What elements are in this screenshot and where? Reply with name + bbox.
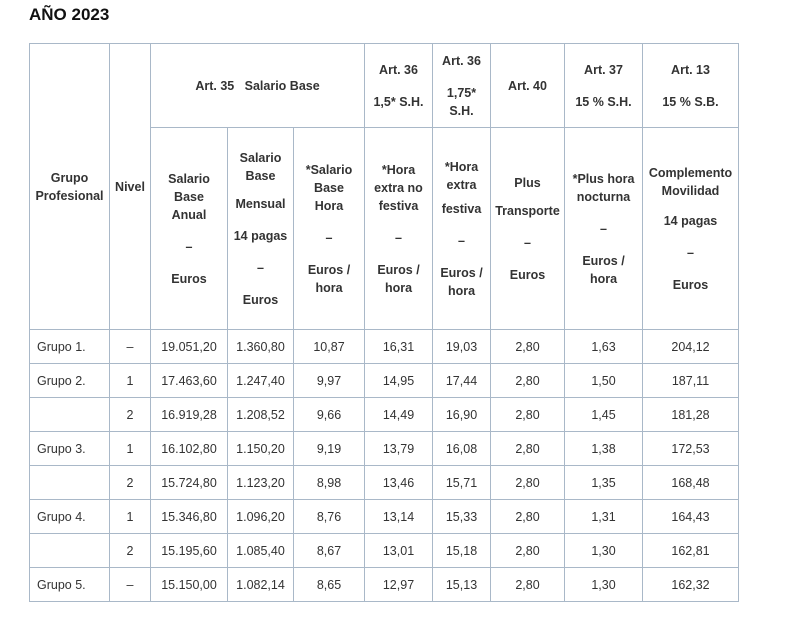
value-cell: 9,97 (294, 364, 365, 398)
value-cell: 15,13 (433, 568, 491, 602)
value-cell: 16,31 (365, 330, 433, 364)
nivel-cell: 2 (110, 398, 151, 432)
value-cell: 19,03 (433, 330, 491, 364)
value-cell: 181,28 (643, 398, 739, 432)
header-nivel: Nivel (110, 44, 151, 330)
table-row (30, 330, 739, 364)
value-cell: 16.102,80 (151, 432, 228, 466)
value-cell: 15,18 (433, 534, 491, 568)
value-cell: 9,66 (294, 398, 365, 432)
value-cell: 1.085,40 (228, 534, 294, 568)
grupo-cell: Grupo 2. (30, 364, 110, 398)
value-cell: 2,80 (491, 432, 565, 466)
header-art36-1-5: Art. 36 1,5* S.H. (365, 44, 433, 128)
value-cell: 204,12 (643, 330, 739, 364)
value-cell: 172,53 (643, 432, 739, 466)
salary-table (29, 43, 739, 602)
header-salario-base-anual: Salario Base Anual – Euros (151, 128, 228, 330)
header-plus-transporte: Plus Transporte – Euros (491, 128, 565, 330)
header-hora-extra-no-festiva: *Hora extra no festiva – Euros / hora (365, 128, 433, 330)
value-cell: 187,11 (643, 364, 739, 398)
grupo-cell: Grupo 1. (30, 330, 110, 364)
value-cell: 13,14 (365, 500, 433, 534)
value-cell: 16,90 (433, 398, 491, 432)
table-row (30, 534, 739, 568)
nivel-cell: 1 (110, 432, 151, 466)
grupo-cell (30, 534, 110, 568)
value-cell: 1,63 (565, 330, 643, 364)
value-cell: 15,71 (433, 466, 491, 500)
nivel-cell: – (110, 568, 151, 602)
grupo-cell: Grupo 5. (30, 568, 110, 602)
value-cell: 164,43 (643, 500, 739, 534)
nivel-cell: 2 (110, 534, 151, 568)
value-cell: 10,87 (294, 330, 365, 364)
value-cell: 13,46 (365, 466, 433, 500)
value-cell: 16,08 (433, 432, 491, 466)
value-cell: 162,81 (643, 534, 739, 568)
value-cell: 168,48 (643, 466, 739, 500)
table-row (30, 466, 739, 500)
value-cell: 1.096,20 (228, 500, 294, 534)
value-cell: 9,19 (294, 432, 365, 466)
grupo-cell (30, 398, 110, 432)
value-cell: 8,98 (294, 466, 365, 500)
value-cell: 19.051,20 (151, 330, 228, 364)
value-cell: 1.150,20 (228, 432, 294, 466)
value-cell: 16.919,28 (151, 398, 228, 432)
value-cell: 2,80 (491, 500, 565, 534)
grupo-cell: Grupo 4. (30, 500, 110, 534)
value-cell: 17.463,60 (151, 364, 228, 398)
value-cell: 2,80 (491, 398, 565, 432)
grupo-cell: Grupo 3. (30, 432, 110, 466)
value-cell: 15.346,80 (151, 500, 228, 534)
value-cell: 1,30 (565, 534, 643, 568)
value-cell: 8,67 (294, 534, 365, 568)
value-cell: 2,80 (491, 364, 565, 398)
table-row (30, 364, 739, 398)
value-cell: 1.247,40 (228, 364, 294, 398)
value-cell: 8,65 (294, 568, 365, 602)
value-cell: 1,35 (565, 466, 643, 500)
value-cell: 12,97 (365, 568, 433, 602)
value-cell: 2,80 (491, 534, 565, 568)
header-salario-base-mensual: Salario Base Mensual 14 pagas – Euros (228, 128, 294, 330)
value-cell: 1,31 (565, 500, 643, 534)
nivel-cell: 1 (110, 364, 151, 398)
value-cell: 15.195,60 (151, 534, 228, 568)
value-cell: 14,95 (365, 364, 433, 398)
value-cell: 1,38 (565, 432, 643, 466)
header-art40: Art. 40 (491, 44, 565, 128)
nivel-cell: 2 (110, 466, 151, 500)
table-row (30, 432, 739, 466)
header-plus-hora-nocturna: *Plus hora nocturna – Euros / hora (565, 128, 643, 330)
value-cell: 1.082,14 (228, 568, 294, 602)
value-cell: 15,33 (433, 500, 491, 534)
value-cell: 1,45 (565, 398, 643, 432)
header-hora-extra-festiva: *Hora extra festiva – Euros / hora (433, 128, 491, 330)
header-salario-base-hora: *Salario Base Hora – Euros / hora (294, 128, 365, 330)
value-cell: 17,44 (433, 364, 491, 398)
value-cell: 13,79 (365, 432, 433, 466)
value-cell: 162,32 (643, 568, 739, 602)
grupo-cell (30, 466, 110, 500)
header-art13: Art. 13 15 % S.B. (643, 44, 739, 128)
value-cell: 15.150,00 (151, 568, 228, 602)
value-cell: 1,50 (565, 364, 643, 398)
value-cell: 2,80 (491, 466, 565, 500)
value-cell: 14,49 (365, 398, 433, 432)
header-grupo-profesional: Grupo Profesional (30, 44, 110, 330)
table-row (30, 398, 739, 432)
header-art36-1-75: Art. 36 1,75* S.H. (433, 44, 491, 128)
value-cell: 1.208,52 (228, 398, 294, 432)
value-cell: 2,80 (491, 568, 565, 602)
value-cell: 8,76 (294, 500, 365, 534)
value-cell: 1.360,80 (228, 330, 294, 364)
nivel-cell: – (110, 330, 151, 364)
nivel-cell: 1 (110, 500, 151, 534)
table-row (30, 568, 739, 602)
page-title: AÑO 2023 (29, 5, 110, 24)
value-cell: 13,01 (365, 534, 433, 568)
header-complemento-movilidad: Complemento Movilidad 14 pagas – Euros (643, 128, 739, 330)
header-art37: Art. 37 15 % S.H. (565, 44, 643, 128)
value-cell: 15.724,80 (151, 466, 228, 500)
header-art35: Art. 35 Salario Base (151, 44, 365, 128)
table-row (30, 500, 739, 534)
value-cell: 1,30 (565, 568, 643, 602)
value-cell: 2,80 (491, 330, 565, 364)
value-cell: 1.123,20 (228, 466, 294, 500)
